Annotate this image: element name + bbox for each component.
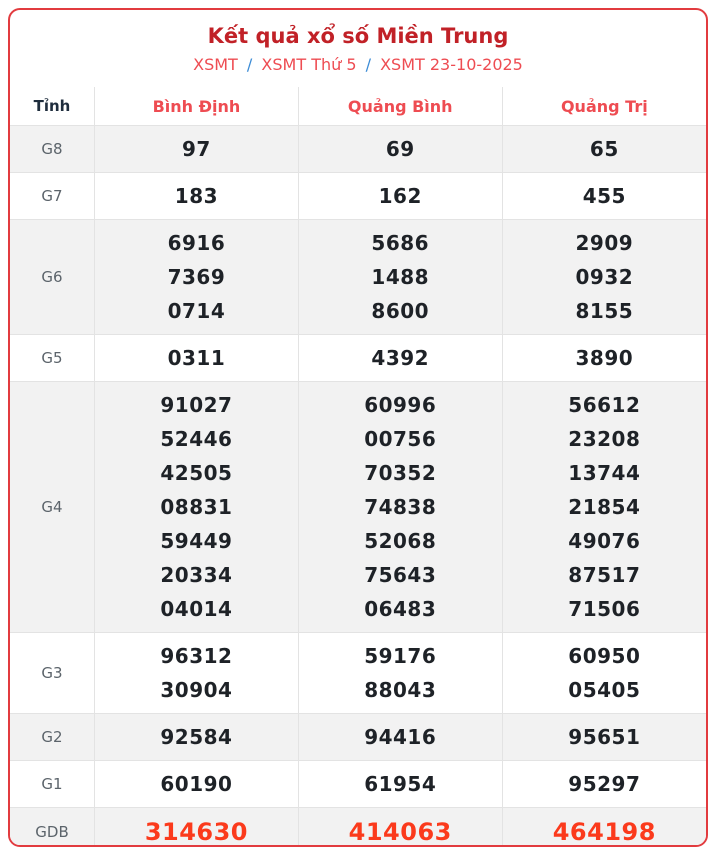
prize-cell (298, 382, 502, 633)
prize-row-gdb (10, 808, 706, 848)
prize-label: G1 (10, 761, 95, 808)
prize-cell (95, 761, 299, 808)
prize-cell (502, 382, 706, 633)
prize-number: 87517 (568, 563, 641, 587)
prize-number: 42505 (160, 461, 233, 485)
prize-cell (298, 126, 502, 173)
province-header-quang-tri[interactable]: Quảng Trị (502, 87, 706, 126)
prize-row-g6 (10, 220, 706, 335)
page-title: Kết quả xổ số Miền Trung (207, 24, 509, 48)
prize-cell (95, 382, 299, 633)
prize-cell (298, 714, 502, 761)
prize-cell (95, 173, 299, 220)
province-column-header: Tỉnh (10, 87, 95, 126)
prize-label: G6 (10, 220, 95, 335)
prize-number: 92584 (160, 725, 233, 749)
prize-number: 06483 (364, 597, 437, 621)
prize-label: G7 (10, 173, 95, 220)
prize-number: 8155 (575, 299, 634, 323)
breadcrumb-link-xsmt-thu5[interactable]: XSMT Thứ 5 (261, 55, 357, 74)
prize-row-g8 (10, 126, 706, 173)
prize-number: 455 (582, 184, 626, 208)
prize-cell (298, 633, 502, 714)
breadcrumb-separator: / (246, 55, 253, 74)
prize-number: 96312 (160, 644, 233, 668)
prize-number: 75643 (364, 563, 437, 587)
prize-number: 162 (378, 184, 422, 208)
prize-number: 94416 (364, 725, 437, 749)
prize-cell (502, 173, 706, 220)
prize-number: 56612 (568, 393, 641, 417)
results-table-body (10, 126, 706, 848)
prize-number: 2909 (575, 231, 634, 255)
prize-label: G2 (10, 714, 95, 761)
prize-cell (95, 126, 299, 173)
prize-number: 4392 (371, 346, 430, 370)
prize-number: 13744 (568, 461, 641, 485)
prize-number: 00756 (364, 427, 437, 451)
prize-cell (502, 761, 706, 808)
prize-cell (95, 220, 299, 335)
prize-cell (95, 633, 299, 714)
prize-number: 60950 (568, 644, 641, 668)
prize-number: 08831 (160, 495, 233, 519)
province-header-quang-binh[interactable]: Quảng Bình (298, 87, 502, 126)
prize-cell (298, 220, 502, 335)
prize-row-g4 (10, 382, 706, 633)
prize-number: 5686 (371, 231, 430, 255)
prize-row-g1 (10, 761, 706, 808)
prize-cell (298, 761, 502, 808)
prize-number: 69 (385, 137, 415, 161)
prize-cell (95, 714, 299, 761)
prize-number: 0311 (167, 346, 226, 370)
prize-cell (502, 808, 706, 848)
prize-number: 23208 (568, 427, 641, 451)
prize-cell (95, 808, 299, 848)
prize-cell (502, 220, 706, 335)
prize-number: 65 (589, 137, 619, 161)
prize-number: 95297 (568, 772, 641, 796)
table-header-row (10, 87, 706, 126)
breadcrumb-link-xsmt[interactable]: XSMT (193, 55, 238, 74)
prize-number: 6916 (167, 231, 226, 255)
prize-number: 59176 (364, 644, 437, 668)
prize-number: 0714 (167, 299, 226, 323)
prize-label: G5 (10, 335, 95, 382)
prize-number: 52068 (364, 529, 437, 553)
prize-cell (502, 335, 706, 382)
prize-cell (298, 335, 502, 382)
prize-row-g5 (10, 335, 706, 382)
prize-label: G8 (10, 126, 95, 173)
prize-number: 04014 (160, 597, 233, 621)
prize-number: 21854 (568, 495, 641, 519)
prize-number: 61954 (364, 772, 437, 796)
prize-number: 05405 (568, 678, 641, 702)
prize-number: 60996 (364, 393, 437, 417)
prize-number: 74838 (364, 495, 437, 519)
prize-number: 71506 (568, 597, 641, 621)
prize-number: 70352 (364, 461, 437, 485)
prize-number: 49076 (568, 529, 641, 553)
prize-number: 414063 (348, 818, 452, 846)
prize-row-g7 (10, 173, 706, 220)
prize-cell (95, 335, 299, 382)
prize-label: GDB (10, 808, 95, 848)
breadcrumb (10, 55, 706, 75)
lottery-results-card (8, 8, 708, 847)
breadcrumb-separator: / (365, 55, 371, 74)
prize-number: 91027 (160, 393, 233, 417)
prize-number: 30904 (160, 678, 233, 702)
prize-cell (298, 808, 502, 848)
prize-number: 1488 (371, 265, 430, 289)
province-header-binh-dinh[interactable]: Bình Định (95, 87, 299, 126)
prize-label: G3 (10, 633, 95, 714)
breadcrumb-link-xsmt-date[interactable]: XSMT 23-10-2025 (380, 55, 523, 74)
prize-number: 7369 (167, 265, 226, 289)
prize-label: G4 (10, 382, 95, 633)
prize-number: 20334 (160, 563, 233, 587)
prize-number: 97 (181, 137, 211, 161)
prize-number: 95651 (568, 725, 641, 749)
prize-number: 314630 (144, 818, 249, 846)
card-header (10, 10, 706, 75)
prize-number: 60190 (160, 772, 233, 796)
prize-row-g3 (10, 633, 706, 714)
prize-number: 88043 (364, 678, 437, 702)
prize-cell (502, 714, 706, 761)
prize-number: 0932 (575, 265, 634, 289)
prize-cell (502, 126, 706, 173)
prize-number: 52446 (160, 427, 233, 451)
prize-number: 59449 (160, 529, 233, 553)
prize-number: 464198 (552, 818, 656, 846)
prize-number: 183 (174, 184, 219, 208)
prize-number: 8600 (371, 299, 430, 323)
prize-row-g2 (10, 714, 706, 761)
results-table (10, 87, 706, 847)
prize-number: 3890 (575, 346, 634, 370)
prize-cell (298, 173, 502, 220)
prize-cell (502, 633, 706, 714)
